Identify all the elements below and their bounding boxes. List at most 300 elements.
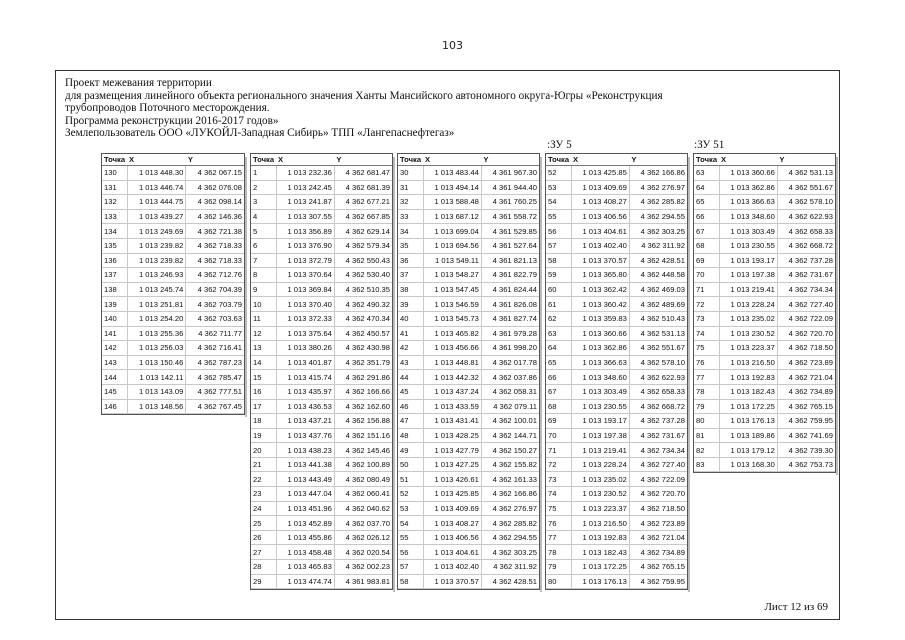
coordinates-grid: [546, 154, 687, 589]
y-cell: 4 362 161.33: [481, 472, 539, 487]
point-cell: 74: [546, 487, 571, 502]
y-cell: 4 362 303.25: [629, 224, 687, 239]
table-row: [251, 530, 392, 545]
table-row: [398, 238, 539, 253]
y-cell: 4 362 285.82: [629, 195, 687, 210]
point-cell: 34: [398, 224, 423, 239]
x-cell: 1 013 380.26: [276, 341, 334, 356]
x-cell: 1 013 172.25: [719, 399, 777, 414]
point-cell: 80: [546, 574, 571, 589]
table-row: [102, 180, 244, 195]
x-cell: 1 013 216.50: [719, 355, 777, 370]
x-cell: 1 013 437.21: [276, 414, 334, 429]
x-cell: 1 013 456.66: [423, 341, 481, 356]
table-row: [546, 253, 687, 268]
point-cell: 32: [398, 195, 423, 210]
x-cell: 1 013 425.85: [423, 487, 481, 502]
point-cell: 52: [398, 487, 423, 502]
point-cell: 74: [694, 326, 719, 341]
point-cell: 2: [251, 180, 276, 195]
x-cell: 1 013 452.89: [276, 516, 334, 531]
point-cell: 41: [398, 326, 423, 341]
y-cell: 4 362 727.40: [629, 457, 687, 472]
y-cell: 4 362 510.43: [629, 311, 687, 326]
point-cell: 75: [694, 341, 719, 356]
x-cell: 1 013 228.24: [719, 297, 777, 312]
point-cell: 26: [251, 530, 276, 545]
table-row: [251, 297, 392, 312]
coordinates-table: [250, 153, 393, 590]
y-cell: 4 361 827.74: [481, 311, 539, 326]
y-cell: 4 362 765.15: [777, 399, 835, 414]
x-cell: 1 013 230.52: [719, 326, 777, 341]
y-cell: 4 362 037.70: [334, 516, 392, 531]
x-cell: 1 013 362.86: [719, 180, 777, 195]
table-row: [251, 311, 392, 326]
land-plot-label-zu5: :ЗУ 5: [547, 139, 572, 151]
point-cell: 47: [398, 414, 423, 429]
sheet-footer: Лист 12 из 69: [764, 601, 828, 613]
point-cell: 63: [694, 166, 719, 181]
point-cell: 21: [251, 457, 276, 472]
y-cell: 4 362 731.67: [777, 268, 835, 283]
table-row: [694, 457, 835, 472]
point-cell: 27: [251, 545, 276, 560]
y-cell: 4 362 294.55: [481, 530, 539, 545]
point-cell: 13: [251, 341, 276, 356]
y-cell: 4 362 550.43: [334, 253, 392, 268]
point-cell: 40: [398, 311, 423, 326]
x-cell: 1 013 428.25: [423, 428, 481, 443]
header-point: Точка: [696, 155, 718, 164]
x-cell: 1 013 402.40: [423, 560, 481, 575]
x-cell: 1 013 245.74: [127, 282, 186, 297]
x-cell: 1 013 230.55: [571, 399, 629, 414]
point-cell: 15: [251, 370, 276, 385]
x-cell: 1 013 483.44: [423, 166, 481, 181]
x-cell: 1 013 256.03: [127, 341, 186, 356]
y-cell: 4 362 076.08: [186, 180, 244, 195]
y-cell: 4 362 531.13: [629, 326, 687, 341]
point-cell: 83: [694, 457, 719, 472]
x-cell: 1 013 455.86: [276, 530, 334, 545]
x-cell: 1 013 409.69: [571, 180, 629, 195]
x-cell: 1 013 437.76: [276, 428, 334, 443]
y-cell: 4 362 002.23: [334, 560, 392, 575]
point-cell: 143: [102, 355, 127, 370]
table-row: [694, 195, 835, 210]
y-cell: 4 362 720.70: [777, 326, 835, 341]
y-cell: 4 362 681.47: [334, 166, 392, 181]
x-cell: 1 013 409.69: [423, 501, 481, 516]
y-cell: 4 362 777.51: [186, 384, 244, 399]
y-cell: 4 362 622.93: [629, 370, 687, 385]
x-cell: 1 013 192.83: [719, 370, 777, 385]
y-cell: 4 361 979.28: [481, 326, 539, 341]
point-cell: 59: [546, 268, 571, 283]
x-cell: 1 013 549.11: [423, 253, 481, 268]
x-cell: 1 013 370.57: [423, 574, 481, 589]
table-row: [251, 370, 392, 385]
table-row: [398, 560, 539, 575]
y-cell: 4 362 658.33: [629, 384, 687, 399]
table-row: [398, 574, 539, 589]
document-header: [65, 77, 835, 140]
x-cell: 1 013 415.74: [276, 370, 334, 385]
x-cell: 1 013 307.55: [276, 209, 334, 224]
y-cell: 4 362 448.58: [629, 268, 687, 283]
y-cell: 4 362 428.51: [481, 574, 539, 589]
x-cell: 1 013 142.11: [127, 370, 186, 385]
y-cell: 4 362 737.28: [777, 253, 835, 268]
header-line: Землепользователь ООО «ЛУКОЙЛ-Западная Сибирь» ТПП «Лангепаснефтегаз»: [65, 127, 455, 140]
y-cell: 4 362 351.79: [334, 355, 392, 370]
x-cell: 1 013 439.27: [127, 209, 186, 224]
x-cell: 1 013 148.56: [127, 399, 186, 414]
table-row: [102, 282, 244, 297]
y-cell: 4 362 718.33: [186, 253, 244, 268]
y-cell: 4 362 787.23: [186, 355, 244, 370]
x-cell: 1 013 348.60: [571, 370, 629, 385]
table-row: [398, 355, 539, 370]
y-cell: 4 362 017.78: [481, 355, 539, 370]
header-point: Точка: [253, 155, 275, 164]
table-row: [398, 384, 539, 399]
x-cell: 1 013 458.48: [276, 545, 334, 560]
y-cell: 4 362 470.34: [334, 311, 392, 326]
point-cell: 63: [546, 326, 571, 341]
point-cell: 50: [398, 457, 423, 472]
x-cell: 1 013 446.74: [127, 180, 186, 195]
x-cell: 1 013 239.82: [127, 238, 186, 253]
header-y: Y: [334, 154, 392, 166]
point-cell: 56: [398, 545, 423, 560]
y-cell: 4 362 145.46: [334, 443, 392, 458]
table-row: [398, 399, 539, 414]
table-row: [694, 355, 835, 370]
x-cell: 1 013 223.37: [719, 341, 777, 356]
point-cell: 70: [694, 268, 719, 283]
y-cell: 4 361 529.85: [481, 224, 539, 239]
y-cell: 4 362 718.50: [629, 501, 687, 516]
y-cell: 4 362 759.95: [777, 414, 835, 429]
y-cell: 4 362 026.12: [334, 530, 392, 545]
point-cell: 71: [694, 282, 719, 297]
y-cell: 4 362 737.28: [629, 414, 687, 429]
point-cell: 82: [694, 443, 719, 458]
x-cell: 1 013 241.87: [276, 195, 334, 210]
table-row: [546, 326, 687, 341]
point-cell: 62: [546, 311, 571, 326]
point-cell: 137: [102, 268, 127, 283]
y-cell: 4 362 629.14: [334, 224, 392, 239]
table-row: [102, 311, 244, 326]
point-cell: 37: [398, 268, 423, 283]
x-cell: 1 013 441.38: [276, 457, 334, 472]
point-cell: 70: [546, 428, 571, 443]
point-cell: 146: [102, 399, 127, 414]
x-cell: 1 013 408.27: [571, 195, 629, 210]
y-cell: 4 362 058.31: [481, 384, 539, 399]
x-cell: 1 013 546.59: [423, 297, 481, 312]
x-cell: 1 013 150.46: [127, 355, 186, 370]
y-cell: 4 362 146.36: [186, 209, 244, 224]
x-cell: 1 013 370.57: [571, 253, 629, 268]
y-cell: 4 362 721.38: [186, 224, 244, 239]
y-cell: 4 362 703.79: [186, 297, 244, 312]
point-cell: 66: [546, 370, 571, 385]
y-cell: 4 362 721.04: [629, 530, 687, 545]
y-cell: 4 362 079.11: [481, 399, 539, 414]
x-cell: 1 013 360.66: [719, 166, 777, 181]
table-row: [102, 195, 244, 210]
y-cell: 4 362 100.89: [334, 457, 392, 472]
table-row: [694, 326, 835, 341]
y-cell: 4 362 720.70: [629, 487, 687, 502]
point-cell: 130: [102, 166, 127, 181]
table-row: [251, 399, 392, 414]
x-cell: 1 013 437.24: [423, 384, 481, 399]
table-row: [546, 355, 687, 370]
y-cell: 4 362 428.51: [629, 253, 687, 268]
point-cell: 79: [694, 399, 719, 414]
table-row: [251, 180, 392, 195]
x-cell: 1 013 143.09: [127, 384, 186, 399]
table-row: [251, 428, 392, 443]
table-row: [398, 326, 539, 341]
table-row: [251, 443, 392, 458]
header-x: X: [276, 154, 334, 166]
table-row: [398, 443, 539, 458]
point-cell: 64: [546, 341, 571, 356]
x-cell: 1 013 189.86: [719, 428, 777, 443]
point-cell: 145: [102, 384, 127, 399]
table-row: [546, 384, 687, 399]
y-cell: 4 362 734.34: [629, 443, 687, 458]
x-cell: 1 013 193.17: [719, 253, 777, 268]
x-cell: 1 013 366.63: [571, 355, 629, 370]
table-row: [546, 166, 687, 181]
point-cell: 23: [251, 487, 276, 502]
table-row: [251, 326, 392, 341]
table-row: [546, 530, 687, 545]
coordinates-table: [545, 153, 688, 590]
point-cell: 67: [546, 384, 571, 399]
y-cell: 4 362 711.77: [186, 326, 244, 341]
point-cell: 142: [102, 341, 127, 356]
table-row: [694, 268, 835, 283]
x-cell: 1 013 376.90: [276, 238, 334, 253]
table-header-row: [694, 154, 835, 166]
table-row: [102, 224, 244, 239]
y-cell: 4 362 722.09: [777, 311, 835, 326]
y-cell: 4 361 826.08: [481, 297, 539, 312]
point-cell: 51: [398, 472, 423, 487]
table-row: [251, 195, 392, 210]
point-cell: 73: [694, 311, 719, 326]
x-cell: 1 013 435.97: [276, 384, 334, 399]
y-cell: 4 362 311.92: [629, 238, 687, 253]
y-cell: 4 361 983.81: [334, 574, 392, 589]
table-row: [546, 516, 687, 531]
coordinates-grid: [251, 154, 392, 589]
y-cell: 4 362 098.14: [186, 195, 244, 210]
x-cell: 1 013 404.61: [423, 545, 481, 560]
table-row: [251, 224, 392, 239]
table-row: [398, 545, 539, 560]
table-row: [398, 166, 539, 181]
table-row: [694, 282, 835, 297]
point-cell: 54: [546, 195, 571, 210]
table-row: [398, 297, 539, 312]
point-cell: 38: [398, 282, 423, 297]
point-cell: 5: [251, 224, 276, 239]
point-cell: 30: [398, 166, 423, 181]
coordinates-table: [397, 153, 540, 590]
table-row: [251, 560, 392, 575]
point-cell: 68: [694, 238, 719, 253]
y-cell: 4 362 450.57: [334, 326, 392, 341]
y-cell: 4 362 490.32: [334, 297, 392, 312]
x-cell: 1 013 303.49: [571, 384, 629, 399]
table-row: [102, 341, 244, 356]
x-cell: 1 013 362.86: [571, 341, 629, 356]
point-cell: 139: [102, 297, 127, 312]
point-cell: 48: [398, 428, 423, 443]
y-cell: 4 362 166.86: [481, 487, 539, 502]
x-cell: 1 013 246.93: [127, 268, 186, 283]
point-cell: 12: [251, 326, 276, 341]
table-row: [251, 516, 392, 531]
header-line: Программа реконструкции 2016-2017 годов»: [65, 114, 279, 127]
point-cell: 78: [694, 384, 719, 399]
table-row: [398, 472, 539, 487]
table-row: [251, 457, 392, 472]
y-cell: 4 361 760.25: [481, 195, 539, 210]
point-cell: 7: [251, 253, 276, 268]
y-cell: 4 362 469.03: [629, 282, 687, 297]
point-cell: 77: [694, 370, 719, 385]
x-cell: 1 013 427.79: [423, 443, 481, 458]
coordinates-table: [693, 153, 836, 473]
point-cell: 24: [251, 501, 276, 516]
x-cell: 1 013 694.56: [423, 238, 481, 253]
y-cell: 4 362 303.25: [481, 545, 539, 560]
point-cell: 72: [546, 457, 571, 472]
x-cell: 1 013 197.38: [571, 428, 629, 443]
y-cell: 4 362 551.67: [629, 341, 687, 356]
x-cell: 1 013 192.83: [571, 530, 629, 545]
header-line: для размещения линейного объекта регионального значения Ханты Мансийского автономного округа-Югры «Реконструкция: [65, 89, 663, 102]
table-row: [546, 311, 687, 326]
header-point: Точка: [548, 155, 570, 164]
y-cell: 4 362 294.55: [629, 209, 687, 224]
y-cell: 4 362 166.86: [629, 166, 687, 181]
x-cell: 1 013 404.61: [571, 224, 629, 239]
point-cell: 28: [251, 560, 276, 575]
x-cell: 1 013 251.81: [127, 297, 186, 312]
x-cell: 1 013 442.32: [423, 370, 481, 385]
x-cell: 1 013 348.60: [719, 209, 777, 224]
table-row: [251, 384, 392, 399]
table-row: [694, 414, 835, 429]
table-row: [694, 166, 835, 181]
coordinates-grid: [102, 154, 244, 414]
y-cell: 4 362 753.73: [777, 457, 835, 472]
table-row: [398, 370, 539, 385]
point-cell: 39: [398, 297, 423, 312]
point-cell: 53: [546, 180, 571, 195]
point-cell: 45: [398, 384, 423, 399]
table-row: [694, 180, 835, 195]
point-cell: 18: [251, 414, 276, 429]
table-header-row: [251, 154, 392, 166]
table-row: [398, 457, 539, 472]
table-row: [546, 268, 687, 283]
x-cell: 1 013 448.81: [423, 355, 481, 370]
y-cell: 4 362 156.88: [334, 414, 392, 429]
header-point: Точка: [104, 155, 126, 164]
point-cell: 55: [546, 209, 571, 224]
x-cell: 1 013 431.41: [423, 414, 481, 429]
table-row: [694, 311, 835, 326]
y-cell: 4 362 578.10: [629, 355, 687, 370]
x-cell: 1 013 401.87: [276, 355, 334, 370]
point-cell: 69: [546, 414, 571, 429]
table-row: [398, 180, 539, 195]
y-cell: 4 362 723.89: [777, 355, 835, 370]
point-cell: 76: [546, 516, 571, 531]
header-x: X: [127, 154, 186, 166]
table-row: [546, 472, 687, 487]
point-cell: 67: [694, 224, 719, 239]
y-cell: 4 362 739.30: [777, 443, 835, 458]
header-x: X: [719, 154, 777, 166]
point-cell: 55: [398, 530, 423, 545]
table-row: [546, 487, 687, 502]
land-plot-label-zu51: :ЗУ 51: [694, 139, 725, 151]
x-cell: 1 013 433.59: [423, 399, 481, 414]
point-cell: 77: [546, 530, 571, 545]
y-cell: 4 362 040.62: [334, 501, 392, 516]
table-row: [251, 414, 392, 429]
table-row: [398, 414, 539, 429]
x-cell: 1 013 406.56: [423, 530, 481, 545]
point-cell: 31: [398, 180, 423, 195]
x-cell: 1 013 230.55: [719, 238, 777, 253]
x-cell: 1 013 254.20: [127, 311, 186, 326]
table-row: [546, 195, 687, 210]
table-row: [251, 238, 392, 253]
x-cell: 1 013 372.79: [276, 253, 334, 268]
point-cell: 57: [546, 238, 571, 253]
header-line: Проект межевания территории: [65, 77, 212, 89]
table-row: [546, 428, 687, 443]
y-cell: 4 362 579.34: [334, 238, 392, 253]
point-cell: 33: [398, 209, 423, 224]
y-cell: 4 362 285.82: [481, 516, 539, 531]
point-cell: 56: [546, 224, 571, 239]
x-cell: 1 013 406.56: [571, 209, 629, 224]
table-row: [102, 268, 244, 283]
point-cell: 43: [398, 355, 423, 370]
x-cell: 1 013 176.13: [719, 414, 777, 429]
point-cell: 64: [694, 180, 719, 195]
table-row: [694, 399, 835, 414]
table-row: [546, 297, 687, 312]
point-cell: 68: [546, 399, 571, 414]
point-cell: 76: [694, 355, 719, 370]
